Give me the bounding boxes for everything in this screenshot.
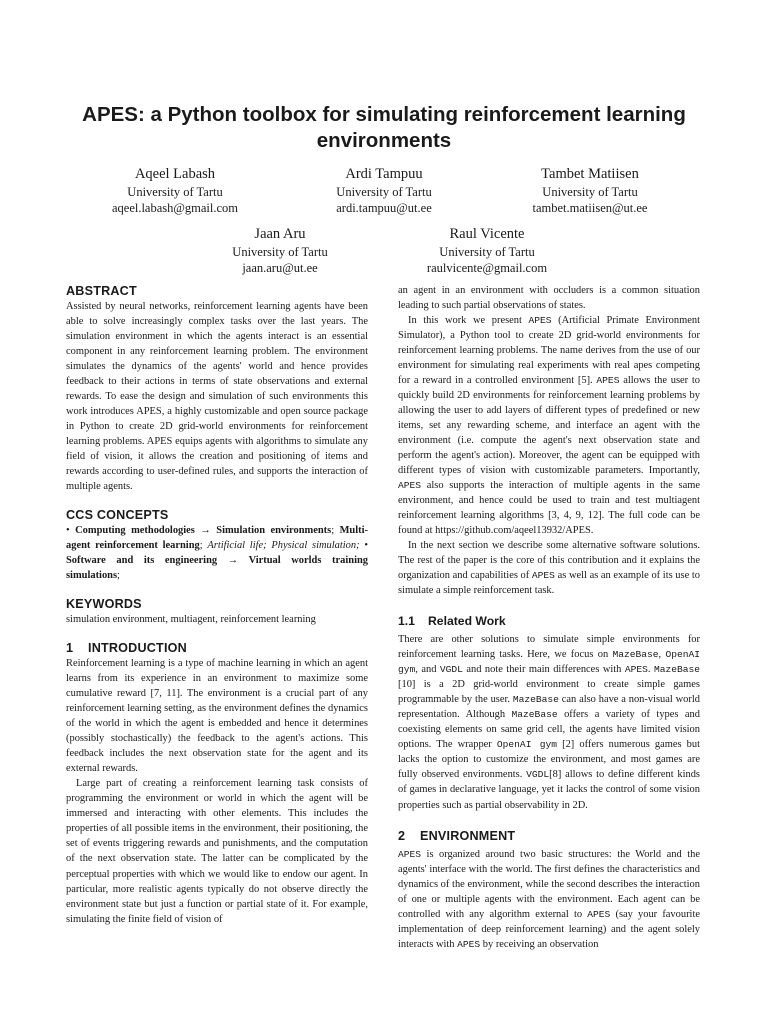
code-term: APES bbox=[531, 570, 555, 582]
ccs-separator: ; bbox=[117, 570, 120, 582]
text-run: offers a variety of types and coexisting elements on same grid cell, the agents have limited vision options. The wrapper bbox=[398, 709, 700, 751]
text-run: [8] allows to define different kinds of games in declarative language, yet it lacks the control of some vision properties such as partial observability in 2D. bbox=[398, 769, 700, 811]
author-email: aqeel.labash@gmail.com bbox=[111, 201, 239, 215]
section-number: 2 bbox=[398, 828, 406, 843]
ccs-concept: Artificial life; Physical simulation; bbox=[207, 540, 360, 552]
code-term: VGDL bbox=[439, 664, 463, 676]
section-title: ENVIRONMENT bbox=[420, 828, 516, 843]
intro-paragraph: Large part of creating a reinforcement learning task consists of programming the environment or world in which the agent will be immersed and interacting with other elements. This includes the properties of all possible items in the environment, their positioning, the set of events triggering rewards and punishments, and the computation of the next observation state. The latter can be complicated by the perceptual properties with which we would like to endow our agent. In particular, more realistic agents typically do not observe directly the environment state but just a function or partial state of it. For example, simulating the finite field of vision of bbox=[66, 778, 368, 925]
author-email: raulvicente@gmail.com bbox=[426, 261, 548, 275]
ccs-separator: ; bbox=[331, 525, 340, 537]
text-run: [2] offers numerous games but lacks the option to customize the environment, and most games are fully observed environments. bbox=[398, 739, 701, 781]
text-run: by receiving an observation bbox=[480, 938, 599, 950]
keywords-text: simulation environment, multiagent, reinforcement learning bbox=[66, 614, 316, 626]
code-term: APES bbox=[624, 664, 648, 676]
intro-paragraph bbox=[398, 538, 700, 598]
author-name: Ardi Tampuu bbox=[345, 166, 423, 182]
author-email: jaan.aru@ut.ee bbox=[242, 261, 318, 275]
section-title: Related Work bbox=[428, 614, 506, 629]
abstract-heading: ABSTRACT bbox=[66, 284, 137, 298]
author-block bbox=[180, 224, 380, 276]
author-name: Raul Vicente bbox=[449, 226, 525, 242]
code-term: MazeBase bbox=[653, 664, 700, 676]
keywords-heading: KEYWORDS bbox=[66, 597, 142, 612]
author-block bbox=[387, 224, 587, 276]
text-run: and note their main differences with bbox=[462, 664, 625, 676]
introduction-heading bbox=[66, 640, 368, 656]
author-email: ardi.tampuu@ut.ee bbox=[336, 201, 432, 215]
code-term: APES bbox=[398, 848, 422, 860]
ccs-concept: Computing methodologies → Simulation environments bbox=[75, 525, 332, 537]
ccs-concept: Multi-agent reinforcement learning bbox=[66, 525, 368, 552]
text-run: allows the user to quickly build 2D environments for reinforcement learning problems by allowing the user to add layers of different types of predefined or new items, set any rewarding scheme, and interface an agent with the environment (i.e. compute the agent's next observation state and perform the agent's action). Moreover, the agent can be equipped with different types of vision with customizable parameters. Importantly, bbox=[398, 375, 700, 477]
author-affiliation: University of Tartu bbox=[127, 185, 223, 199]
author-block bbox=[490, 164, 690, 216]
author-name: Aqeel Labash bbox=[134, 166, 216, 182]
related-work-paragraph bbox=[398, 632, 700, 812]
text-run: , bbox=[658, 649, 666, 661]
code-term: OpenAI gym bbox=[398, 649, 700, 676]
text-run: . bbox=[647, 664, 654, 676]
abstract-text: Assisted by neural networks, reinforcement learning agents have been able to solve increasingly complex tasks over the last years. The simulation environment in which the agents interact is an essential component in any reinforcement learning problem. The environment simulates the dynamics of the agents' world and hence provides feedback to their actions in terms of state observations and external rewards. To ease the design and simulation of such environments this work introduces APES, a highly customizable and open source package in Python to create 2D grid-world environments for reinforcement learning problems. APES equips agents with algorithms to simulate any field of vision, it allows the creation and positioning of items and rewards according to user-defined rules, and supports the interaction of multiple agents. bbox=[66, 301, 368, 493]
text-run: can also have a non-visual world representation. Although bbox=[398, 694, 700, 721]
text-run: , and bbox=[415, 664, 440, 676]
text-run: In this work we present bbox=[408, 315, 529, 327]
text-run: [10] is a 2D grid-world environment to create simple games programmable by the user. bbox=[398, 679, 700, 706]
code-term: APES bbox=[587, 908, 611, 920]
section-number: 1.1 bbox=[398, 614, 415, 629]
section-number: 1 bbox=[66, 641, 74, 656]
environment-heading bbox=[398, 828, 700, 844]
related-work-heading bbox=[398, 613, 700, 629]
text-run: is organized around two basic structures: the World and the agents' interface with the world. The first defines the characteristics and dynamics of the environment, while the second describes the interaction of one or multiple agents with the environment. Each agent can be controlled with any algorithm external to bbox=[398, 848, 700, 920]
code-term: OpenAI gym bbox=[496, 739, 557, 751]
code-term: MazeBase bbox=[512, 694, 559, 706]
code-term: MazeBase bbox=[511, 709, 558, 721]
code-term: APES bbox=[528, 315, 552, 327]
text-run: There are other solutions to simulate simple environments for reinforcement learning tasks. Here, we focus on bbox=[398, 634, 700, 661]
paper-title: APES: a Python toolbox for simulating reinforcement learning environments bbox=[82, 103, 686, 152]
ccs-bullet: • bbox=[66, 525, 76, 537]
right-column bbox=[398, 283, 700, 952]
code-term: APES bbox=[398, 480, 422, 492]
text-run: also supports the interaction of multiple agents in the same environment, and hence could be used to train and test multiagent reinforcement learning algorithms [3, 4, 9, 12]. The full code can be found at https://github.com/aqeel13932/APES. bbox=[398, 480, 700, 537]
author-block bbox=[284, 164, 484, 216]
text-run: In the next section we describe some alternative software solutions. The rest of the paper is the core of this contribution and it explains the organization and capabilities of bbox=[398, 540, 700, 582]
author-affiliation: University of Tartu bbox=[232, 245, 328, 259]
author-name: Jaan Aru bbox=[254, 226, 306, 242]
left-column bbox=[66, 283, 368, 927]
author-email: tambet.matiisen@ut.ee bbox=[532, 201, 648, 215]
code-term: APES bbox=[457, 938, 481, 950]
ccs-separator: ; bbox=[199, 540, 208, 552]
author-block bbox=[75, 164, 275, 216]
code-term: MazeBase bbox=[612, 649, 659, 661]
code-term: VGDL bbox=[526, 769, 550, 781]
code-term: APES bbox=[596, 375, 620, 387]
ccs-heading: CCS CONCEPTS bbox=[66, 508, 169, 523]
intro-paragraph: an agent in an environment with occluders is a common situation leading to such partial observations of states. bbox=[398, 285, 700, 312]
text-run: (say your favourite implementation of deep reinforcement learning) and the agent solely interacts with bbox=[398, 908, 700, 950]
environment-paragraph bbox=[398, 847, 700, 952]
author-affiliation: University of Tartu bbox=[439, 245, 535, 259]
text-run: as well as an example of its use to simulate a simple reinforcement task. bbox=[398, 570, 700, 597]
intro-paragraph bbox=[398, 313, 700, 538]
intro-paragraph: Reinforcement learning is a type of machine learning in which an agent learns from its experience in an environment to maximize some cumulative reward [7, 11]. The environment is a crucial part of any reinforcement learning setting, as the environment defines the dynamics of the world in which the agent is embedded and hence it determines (possibly stochastically) the feedback to the agent's actions. This feedback includes the next observation state for the agent and its external rewards. bbox=[66, 658, 368, 775]
author-name: Tambet Matiisen bbox=[541, 166, 639, 182]
text-run: (Artificial Primate Environment Simulator), a Python tool to create 2D grid-world environments for reinforcement learning problems. The name derives from the use of our environment for simulating real experiments with real apes competing for a reward in a controlled environment [5]. bbox=[398, 315, 700, 387]
ccs-bullet: • bbox=[359, 540, 368, 552]
author-affiliation: University of Tartu bbox=[542, 185, 638, 199]
author-affiliation: University of Tartu bbox=[336, 185, 432, 199]
section-title: INTRODUCTION bbox=[88, 641, 187, 656]
ccs-text bbox=[66, 523, 368, 583]
ccs-concept: Software and its engineering → Virtual worlds training simulations bbox=[66, 555, 368, 582]
